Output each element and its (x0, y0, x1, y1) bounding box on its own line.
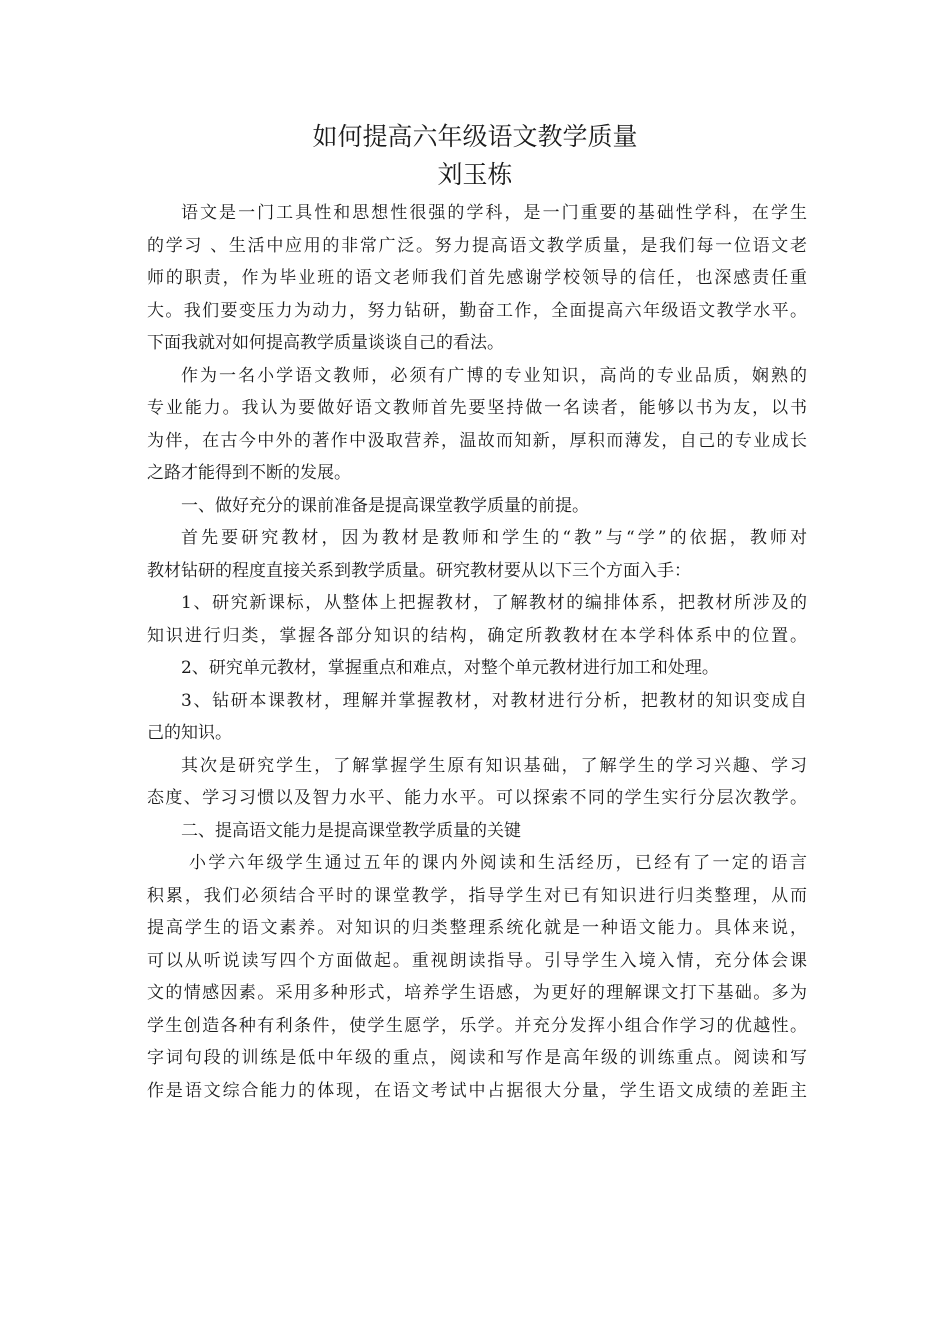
document-author: 刘玉栋 (437, 160, 513, 189)
paragraph-line: 专业能力。我认为要做好语文教师首先要坚持做一名读者，能够以书为友，以书 (147, 398, 807, 418)
paragraph-line: 为伴，在古今中外的著作中汲取营养，温故而知新，厚积而薄发，自己的专业成长 (147, 430, 807, 451)
paragraph-line: 字词句段的训练是低中年级的重点，阅读和写作是高年级的训练重点。阅读和写 (147, 1048, 807, 1068)
paragraph-line: 知识进行归类，掌握各部分知识的结构，确定所教教材在本学科体系中的位置。 (147, 625, 807, 646)
section-heading-2: 二、提高语文能力是提高课堂教学质量的关键 (181, 820, 521, 841)
paragraph-line: 之路才能得到不断的发展。 (147, 463, 351, 483)
paragraph-line: 提高学生的语文素养。对知识的归类整理系统化就是一种语文能力。具体来说， (147, 918, 807, 938)
paragraph-line: 态度、学习习惯以及智力水平、能力水平。可以探索不同的学生实行分层次教学。 (147, 788, 807, 808)
paragraph-line: 大。我们要变压力为动力，努力钻研，勤奋工作，全面提高六年级语文教学水平。 (147, 300, 807, 321)
paragraph-line: 师的职责，作为毕业班的语文老师我们首先感谢学校领导的信任，也深感责任重 (147, 268, 807, 288)
paragraph-line: 教材钻研的程度直接关系到教学质量。研究教材要从以下三个方面入手： (147, 560, 691, 581)
paragraph-line: 作是语文综合能力的体现，在语文考试中占据很大分量，学生语文成绩的差距主 (147, 1080, 807, 1101)
section-heading-1: 一、做好充分的课前准备是提高课堂教学质量的前提。 (181, 495, 589, 516)
paragraph-line: 积累，我们必须结合平时的课堂教学，指导学生对已有知识进行归类整理，从而 (147, 885, 807, 906)
paragraph-line: 下面我就对如何提高教学质量谈谈自己的看法。 (147, 333, 504, 353)
paragraph-line: 学生创造各种有利条件，使学生愿学，乐学。并充分发挥小组合作学习的优越性。 (147, 1015, 807, 1036)
paragraph-line: 首先要研究教材，因为教材是教师和学生的“教”与“学”的依据，教师对 (181, 528, 807, 548)
paragraph-line: 可以从听说读写四个方面做起。重视朗读指导。引导学生入境入情，充分体会课 (147, 950, 807, 971)
list-item-1: 1、研究新课标，从整体上把握教材，了解教材的编排体系，把教材所涉及的 (181, 593, 807, 613)
paragraph-line: 的学习 、生活中应用的非常广泛。努力提高语文教学质量，是我们每一位语文老 (147, 235, 807, 256)
paragraph-line: 文的情感因素。采用多种形式，培养学生语感，为更好的理解课文打下基础。多为 (147, 983, 807, 1003)
paragraph-line: 作为一名小学语文教师，必须有广博的专业知识，高尚的专业品质，娴熟的 (181, 365, 807, 386)
list-item-2: 2、研究单元教材，掌握重点和难点，对整个单元教材进行加工和处理。 (181, 658, 719, 678)
paragraph-line: 语文是一门工具性和思想性很强的学科，是一门重要的基础性学科，在学生 (181, 203, 807, 223)
list-item-3: 3、钻研本课教材，理解并掌握教材，对教材进行分析，把教材的知识变成自 (181, 690, 807, 711)
paragraph-line: 其次是研究学生，了解掌握学生原有知识基础，了解学生的学习兴趣、学习 (181, 755, 807, 776)
paragraph-line: 小学六年级学生通过五年的课内外阅读和生活经历，已经有了一定的语言 (189, 853, 807, 873)
document-title: 如何提高六年级语文教学质量 (312, 122, 638, 151)
paragraph-line: 己的知识。 (147, 723, 232, 743)
document-body (147, 197, 807, 1107)
